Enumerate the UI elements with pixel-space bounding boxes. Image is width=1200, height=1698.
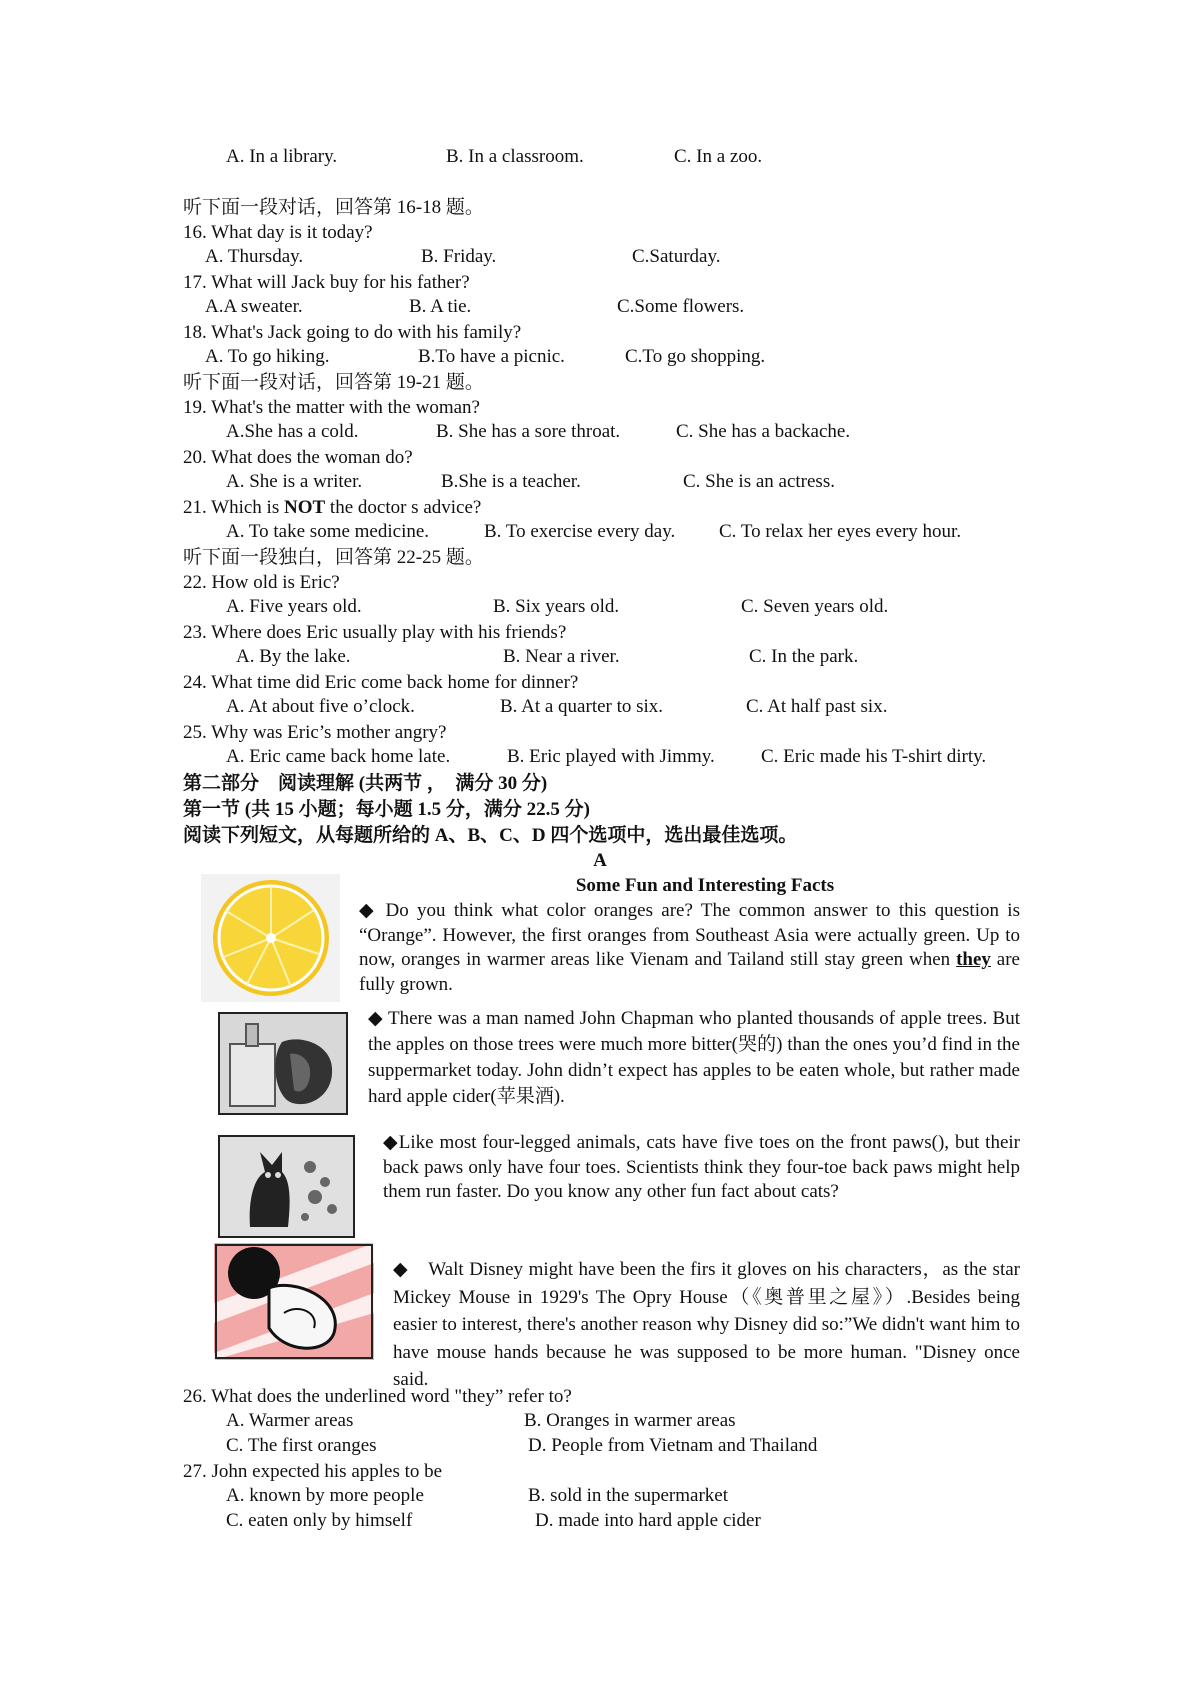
- question-26: 26. What does the underlined word "they” refer to?: [183, 1386, 572, 1407]
- option-b: B.To have a picnic.: [418, 346, 565, 367]
- question-20: 20. What does the woman do?: [183, 447, 413, 468]
- question-emphasis: NOT: [283, 497, 326, 518]
- question-text: 21. Which is: [183, 497, 284, 518]
- part2-title: 第二部分 阅读理解 (共两节 ， 满分 30 分): [183, 773, 548, 794]
- option-c: C. To relax her eyes every hour.: [719, 521, 962, 542]
- option-c: C. In the park.: [749, 646, 859, 667]
- mickey-picture: [214, 1243, 374, 1360]
- option-c: C. The first oranges: [226, 1435, 377, 1456]
- question-24: 24. What time did Eric come back home for dinner?: [183, 672, 579, 693]
- option-a: A. Five years old.: [226, 596, 362, 617]
- option-a: A. To go hiking.: [205, 346, 330, 367]
- option-b: B. Friday.: [421, 246, 497, 267]
- mickey-mouse-icon: [214, 1243, 374, 1360]
- question-17: 17. What will Jack buy for his father?: [183, 272, 470, 293]
- apple-icon: [220, 1014, 346, 1113]
- orange-slice-icon: [201, 874, 340, 1002]
- option-a: A. At about five o’clock.: [226, 696, 415, 717]
- question-23: 23. Where does Eric usually play with his friends?: [183, 622, 567, 643]
- orange-picture: [201, 874, 340, 1002]
- option-c: C. At half past six.: [746, 696, 888, 717]
- option-b: B. sold in the supermarket: [528, 1485, 728, 1506]
- passage-title: Some Fun and Interesting Facts: [575, 875, 835, 896]
- option-b: B.She is a teacher.: [441, 471, 581, 492]
- option-c: C. She has a backache.: [676, 421, 851, 442]
- question-22: 22. How old is Eric?: [183, 572, 340, 593]
- question-16: 16. What day is it today?: [183, 222, 373, 243]
- option-b: B. Eric played with Jimmy.: [507, 746, 715, 767]
- option-c: C. Seven years old.: [741, 596, 889, 617]
- question-25: 25. Why was Eric’s mother angry?: [183, 722, 447, 743]
- option-b: B. Oranges in warmer areas: [524, 1410, 736, 1431]
- fact-paragraph-apples: ◆ There was a man named John Chapman who planted thousands of apple trees. But the apples on those trees were much more bitter(哭的) than the ones you’d find in the suppermarket today. John didn’t expect has apples to be eaten whole, but rather made hard apple cider(苹果酒).: [368, 1008, 1020, 1107]
- option-b: B. Six years old.: [493, 596, 620, 617]
- option-c: C.Saturday.: [632, 246, 721, 267]
- section-heading-19: 听下面一段对话，回答第 19-21 题。: [183, 372, 484, 393]
- option-c: C. Eric made his T-shirt dirty.: [761, 746, 987, 767]
- fact-paragraph-cats: ◆Like most four-legged animals, cats have five toes on the front paws(), but their back paws only have four toes. Scientists think they four-toe back paws might help them run faster. Do you know any other fun fact about cats?: [383, 1132, 1020, 1202]
- fact-paragraph-oranges: [359, 899, 1020, 997]
- apple-picture: [218, 1012, 348, 1115]
- option-a: A. In a library.: [226, 146, 338, 167]
- fact-text: ◆ Do you think what color oranges are? The common answer to this question is “Orange”. However, the first oranges from Southeast Asia were actually green. Up to now, oranges in warmer areas like Vienam and Tailand still stay green when: [359, 900, 1020, 970]
- option-d: D. made into hard apple cider: [535, 1510, 761, 1531]
- option-a: A. Warmer areas: [226, 1410, 354, 1431]
- underlined-word: they: [956, 949, 991, 970]
- option-a: A.She has a cold.: [226, 421, 359, 442]
- option-d: D. People from Vietnam and Thailand: [528, 1435, 818, 1456]
- option-a: A. Thursday.: [205, 246, 304, 267]
- option-b: B. In a classroom.: [446, 146, 584, 167]
- option-b: B. Near a river.: [503, 646, 620, 667]
- option-a: A. She is a writer.: [226, 471, 363, 492]
- option-b: B. To exercise every day.: [484, 521, 676, 542]
- cat-icon: [220, 1137, 353, 1236]
- fact-paragraph-disney: ◆ Walt Disney might have been the firs it gloves on his characters，as the star Mickey Mouse in 1929's The Opry House（《奥普里之屋》）.Besides being easier to interest, there's another reason why Disney did so:”We didn't want him to have mouse hands because he was supposed to be more human. "Disney once said.: [393, 1259, 1020, 1390]
- question-27: 27. John expected his apples to be: [183, 1461, 443, 1482]
- cat-picture: [218, 1135, 355, 1238]
- option-c: C. eaten only by himself: [226, 1510, 413, 1531]
- question-19: 19. What's the matter with the woman?: [183, 397, 480, 418]
- section1-title: 第一节 (共 15 小题；每小题 1.5 分，满分 22.5 分): [183, 799, 590, 820]
- option-a: A. Eric came back home late.: [226, 746, 451, 767]
- option-c: C. She is an actress.: [683, 471, 835, 492]
- question-18: 18. What's Jack going to do with his family?: [183, 322, 522, 343]
- option-c: C.To go shopping.: [625, 346, 766, 367]
- option-a: A. By the lake.: [236, 646, 351, 667]
- option-c: C.Some flowers.: [617, 296, 745, 317]
- reading-instruction: 阅读下列短文，从每题所给的 A、B、C、D 四个选项中，选出最佳选项。: [183, 825, 798, 846]
- option-a: A. To take some medicine.: [226, 521, 430, 542]
- option-b: B. A tie.: [409, 296, 472, 317]
- question-21: [183, 496, 481, 520]
- option-b: B. She has a sore throat.: [436, 421, 621, 442]
- option-c: C. In a zoo.: [674, 146, 763, 167]
- section-heading-16: 听下面一段对话，回答第 16-18 题。: [183, 197, 484, 218]
- question-text: the doctor s advice?: [325, 497, 482, 518]
- option-b: B. At a quarter to six.: [500, 696, 664, 717]
- option-a: A.A sweater.: [205, 296, 303, 317]
- section-heading-22: 听下面一段独白，回答第 22-25 题。: [183, 547, 484, 568]
- fact-text: are fully grown.: [359, 949, 1020, 995]
- option-a: A. known by more people: [226, 1485, 424, 1506]
- passage-letter: A: [593, 850, 607, 871]
